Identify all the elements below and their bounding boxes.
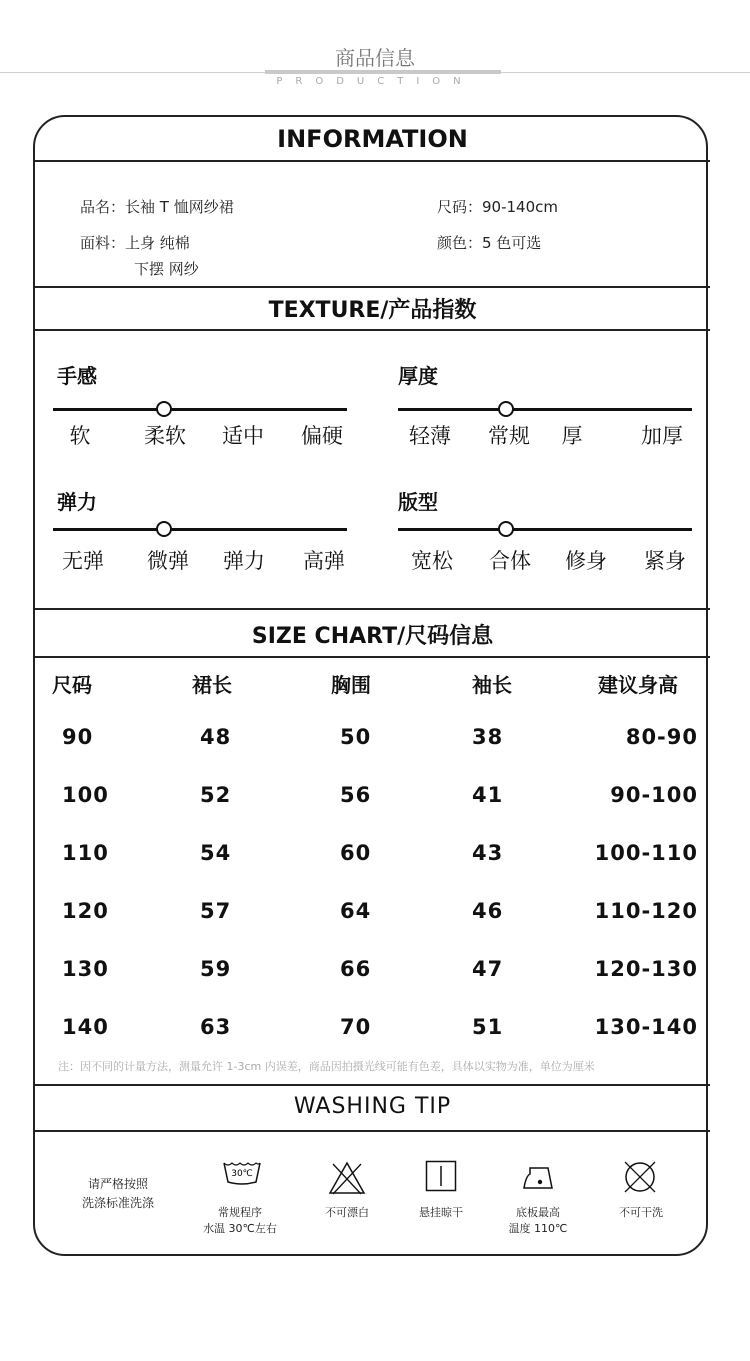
elasticity-slider-knob <box>156 521 172 537</box>
table-cell: 48 <box>200 725 232 749</box>
wash-label-line: 不可漂白 <box>325 1206 369 1219</box>
texture-option: 偏硬 <box>301 424 343 448</box>
product-fabric: 面料：上身 纯棉 <box>80 234 190 252</box>
table-cell: 47 <box>472 957 504 981</box>
table-cell: 90 <box>62 725 94 749</box>
page-header-title: 商品信息 <box>335 46 415 70</box>
table-cell: 70 <box>340 1015 372 1039</box>
hand-feel-slider-knob <box>156 401 172 417</box>
washing-intro-line: 请严格按照 <box>87 1177 148 1191</box>
size-note: 注：因不同的计量方法，测量允许 1-3cm 内误差，商品因拍摄光线可能有色差，具体以实物为准，单位为厘米 <box>58 1060 595 1073</box>
texture-option: 高弹 <box>303 549 345 573</box>
table-cell: 38 <box>472 725 504 749</box>
iron-icon <box>520 1162 558 1192</box>
wash-30-icon <box>222 1160 262 1190</box>
table-cell: 46 <box>472 899 504 923</box>
wash-label <box>391 1205 491 1221</box>
washing-intro-line: 洗涤标准洗涤 <box>81 1196 154 1210</box>
table-cell: 110-120 <box>594 899 698 923</box>
texture-title: TEXTURE/产品指数 <box>268 298 477 323</box>
product-size: 尺码：90-140cm <box>437 198 558 216</box>
texture-option: 宽松 <box>411 549 453 573</box>
product-name: 品名：长袖 T 恤网纱裙 <box>80 198 234 216</box>
fit-slider-knob <box>498 521 514 537</box>
table-header: 裙长 <box>192 673 232 697</box>
wash-label <box>297 1205 397 1221</box>
table-cell: 41 <box>472 783 504 807</box>
table-cell: 130-140 <box>594 1015 698 1039</box>
table-cell: 66 <box>340 957 372 981</box>
wash-label-line: 常规程序 <box>218 1206 262 1219</box>
no-bleach-icon <box>327 1160 367 1196</box>
hang-dry-icon <box>425 1160 457 1192</box>
table-cell: 57 <box>200 899 232 923</box>
table-cell: 56 <box>340 783 372 807</box>
texture-option: 无弹 <box>62 549 104 573</box>
table-cell: 52 <box>200 783 232 807</box>
washing-intro <box>68 1175 168 1213</box>
table-cell: 63 <box>200 1015 232 1039</box>
table-cell: 110 <box>62 841 109 865</box>
divider <box>35 608 710 610</box>
table-header: 胸围 <box>331 673 371 697</box>
information-title: INFORMATION <box>277 125 468 153</box>
size-chart-title: SIZE CHART/尺码信息 <box>251 624 494 649</box>
texture-option: 紧身 <box>644 549 686 573</box>
wash-label <box>488 1205 588 1237</box>
texture-label-thickness: 厚度 <box>398 364 438 388</box>
wash-temperature-symbol: 30℃ <box>231 1169 253 1179</box>
table-cell: 100 <box>62 783 109 807</box>
table-cell: 59 <box>200 957 232 981</box>
table-header: 袖长 <box>472 673 512 697</box>
thickness-slider-knob <box>498 401 514 417</box>
table-cell: 90-100 <box>610 783 698 807</box>
product-color: 颜色：5 色可选 <box>437 234 542 252</box>
product-fabric-2: 下摆 网纱 <box>134 260 199 278</box>
table-header: 建议身高 <box>598 673 678 697</box>
table-cell: 120-130 <box>594 957 698 981</box>
texture-option: 合体 <box>489 549 531 573</box>
texture-option: 修身 <box>565 549 607 573</box>
texture-option: 软 <box>69 424 91 448</box>
divider <box>35 329 710 331</box>
wash-label-line: 水温 30℃左右 <box>203 1222 277 1235</box>
table-cell: 100-110 <box>594 841 698 865</box>
wash-label-line: 底板最高 <box>516 1206 560 1219</box>
texture-option: 轻薄 <box>409 424 451 448</box>
table-cell: 60 <box>340 841 372 865</box>
divider <box>35 1084 710 1086</box>
divider <box>35 656 710 658</box>
texture-option: 适中 <box>222 424 264 448</box>
header-accent-bar <box>265 70 501 74</box>
elasticity-slider-track <box>53 528 347 531</box>
texture-option: 微弹 <box>147 549 189 573</box>
table-header: 尺码 <box>52 673 92 697</box>
table-cell: 54 <box>200 841 232 865</box>
divider <box>35 1130 710 1132</box>
table-cell: 130 <box>62 957 109 981</box>
divider <box>35 286 710 288</box>
texture-option: 厚 <box>561 424 583 448</box>
wash-label <box>591 1205 691 1221</box>
no-dry-clean-icon <box>621 1158 659 1196</box>
texture-option: 柔软 <box>144 424 186 448</box>
page-header-subtitle: PRODUCTION <box>276 76 474 87</box>
table-cell: 140 <box>62 1015 109 1039</box>
wash-label-line: 悬挂晾干 <box>419 1206 463 1219</box>
table-cell: 51 <box>472 1015 504 1039</box>
table-cell: 50 <box>340 725 372 749</box>
texture-option: 常规 <box>488 424 530 448</box>
wash-label-line: 不可干洗 <box>619 1206 663 1219</box>
texture-label-elasticity: 弹力 <box>57 490 97 514</box>
hand-feel-slider-track <box>53 408 347 411</box>
texture-label-fit: 版型 <box>398 490 438 514</box>
table-cell: 43 <box>472 841 504 865</box>
fit-slider-track <box>398 528 692 531</box>
divider <box>35 160 710 162</box>
table-cell: 80-90 <box>625 725 698 749</box>
washing-title: WASHING TIP <box>293 1094 452 1119</box>
thickness-slider-track <box>398 408 692 411</box>
texture-option: 加厚 <box>641 424 683 448</box>
table-cell: 120 <box>62 899 109 923</box>
wash-label-line: 温度 110℃ <box>508 1222 568 1235</box>
texture-option: 弹力 <box>223 549 265 573</box>
wash-label <box>190 1205 290 1237</box>
table-cell: 64 <box>340 899 372 923</box>
texture-label-hand-feel: 手感 <box>57 364 97 388</box>
